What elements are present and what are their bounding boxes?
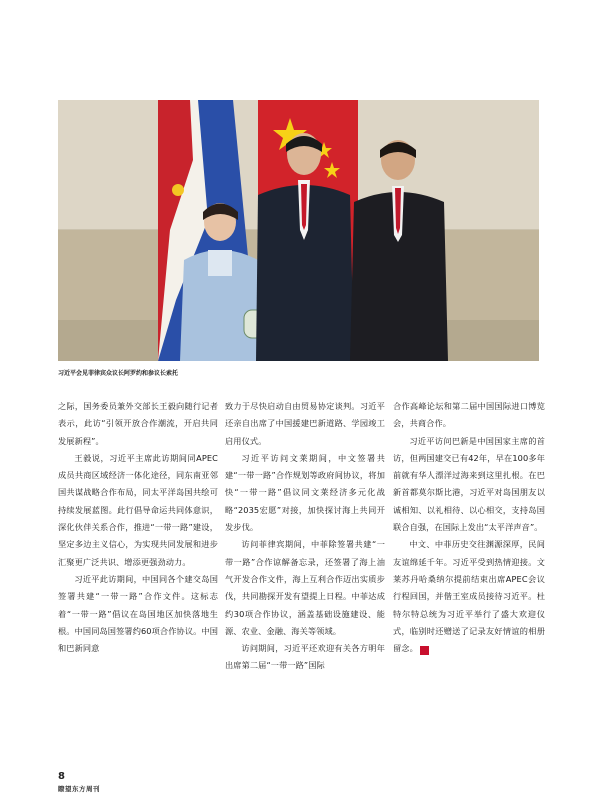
paragraph: 致力于尽快启动自由贸易协定谈判。习近平还亲自出席了中国援建巴新道路、学园竣工启用仪式。 xyxy=(225,401,385,446)
photo xyxy=(58,100,539,361)
paragraph: 之际，国务委员兼外交部长王毅向随行记者表示，此访“引领开放合作潮流，开启共同发展新程”。 xyxy=(58,401,218,446)
paragraph: 访问期间，习近平还欢迎有关各方明年出席第二届“一带一路”国际 xyxy=(225,643,385,671)
paragraph: 王毅说，习近平主席此访期间同APEC成员共商区域经济一体化途径，同东南亚邻国共谋战略合作布局，同太平洋岛国共绘可持续发展蓝图。此行倡导命运共同体意识，深化伙伴关系合作，推进“一带一路”建设，坚定多边主义信心，为实现共同发展和进步汇聚更广泛共识、增添更强劲动力。 xyxy=(58,452,218,567)
photo-caption: 习近平会见菲律宾众议长阿罗约和参议长索托 xyxy=(58,370,179,377)
paragraph: 习近平此访期间，中国同各个建交岛国签署共建“一带一路”合作文件。这标志着“一带一路”倡议在岛国地区加快落地生根。中国同岛国签署约60项合作协议。中国和巴新同意 xyxy=(58,573,218,654)
magazine-name: 瞭望东方周刊 xyxy=(58,785,100,793)
paragraph: 合作高峰论坛和第二届中国国际进口博览会，共商合作。 xyxy=(393,401,545,429)
paragraph-text: 中文、中菲历史交往渊源深厚，民间友谊绵延千年。习近平受到热情迎接。文莱苏丹哈桑纳尔提前结束出席APEC会议行程回国，并偕王室成员接待习近平。杜特尔特总统为习近平举行了盛大欢迎仪式，临别时还赠送了记录友好情谊的相册留念。 xyxy=(393,539,545,654)
text-column-2 xyxy=(225,398,385,675)
paragraph: 访问菲律宾期间，中菲除签署共建“一带一路”合作谅解备忘录，还签署了海上油气开发合作文件，海上互利合作迈出实质步伐，共同勘探开发有望提上日程。中菲达成约30项合作协议，涵盖基础设施建设、能源、农业、金融、海关等领域。 xyxy=(225,539,385,636)
end-mark-icon: W xyxy=(420,646,429,655)
text-column-1 xyxy=(58,398,218,657)
paragraph-last xyxy=(393,536,545,657)
page-number: 8 xyxy=(58,771,65,782)
paragraph: 习近平访问文莱期间，中文签署共建“一带一路”合作规划等政府间协议，将加快“一带一路”倡议同文莱经济多元化战略“2035宏愿”对接，加快探讨海上共同开发步伐。 xyxy=(225,452,385,533)
text-column-3 xyxy=(393,398,545,657)
paragraph: 习近平访问巴新是中国国家主席的首访，但两国建交已有42年，早在100多年前就有华人漂洋过海来到这里扎根。在巴新首都莫尔斯比港，习近平对岛国朋友以诚相知、以礼相待、以心相交，支持岛国联合自强，在国际上发出“太平洋声音”。 xyxy=(393,435,545,533)
meeting-photo xyxy=(58,100,539,361)
